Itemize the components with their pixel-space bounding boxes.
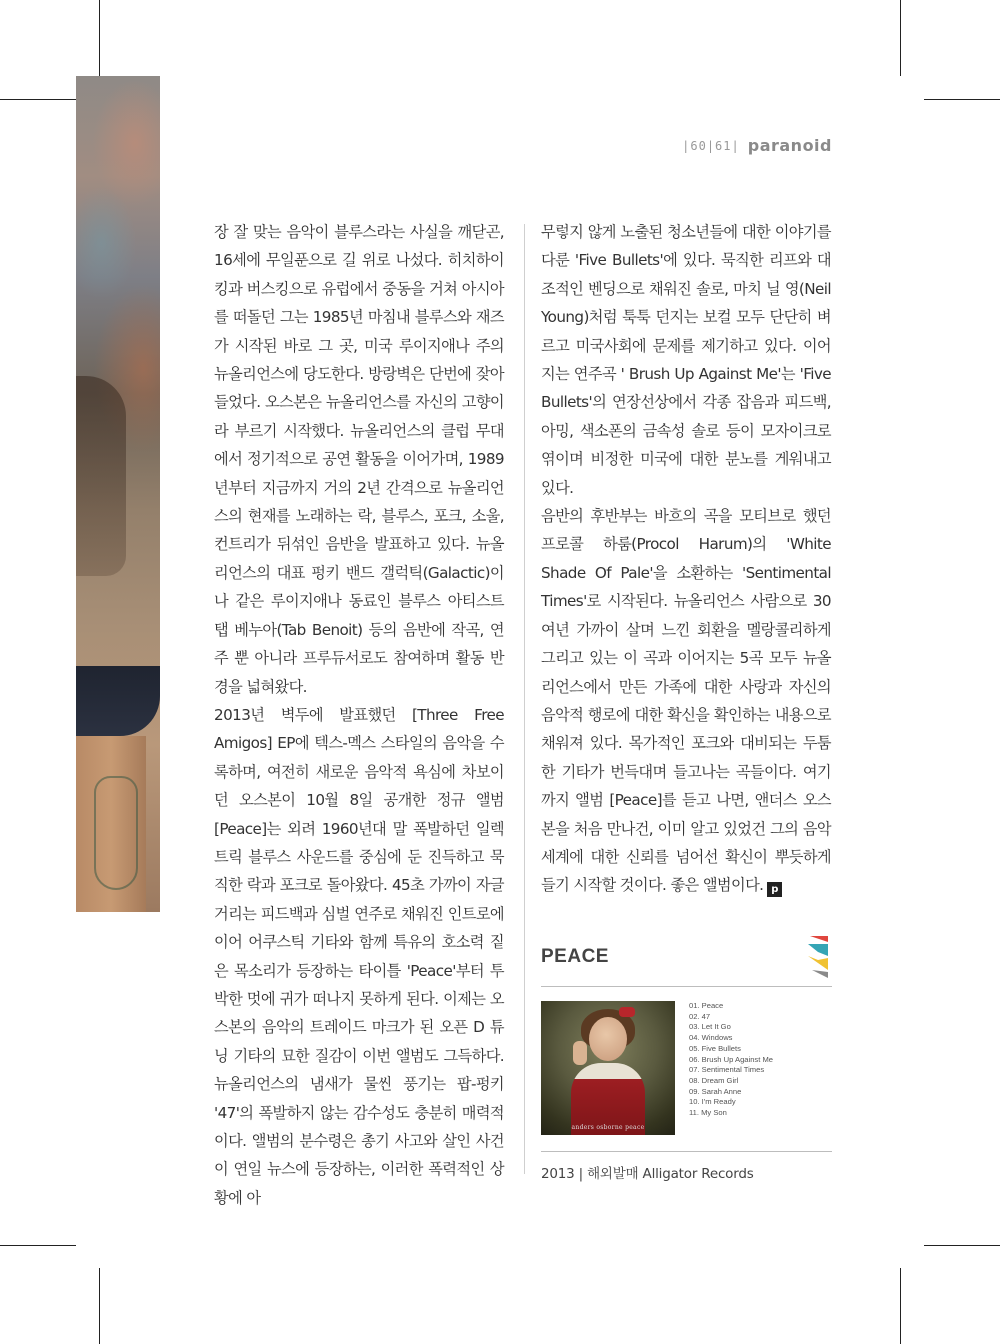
page-numbers: |60|61| bbox=[682, 138, 740, 153]
track-item: 02. 47 bbox=[689, 1011, 711, 1021]
album-cover bbox=[541, 1001, 675, 1135]
cover-bow bbox=[619, 1007, 635, 1017]
track-item: 01. Peace bbox=[689, 1001, 724, 1010]
article-paragraph: 2013년 벽두에 발표했던 [Three Free Amigos] EP에 텍스-멕스 스타일의 음악을 수록하며, 여전히 새로운 음악적 욕심에 차보이던 오스본이 10월 8일 공개한 정규 앨범 [Peace]는 외려 1960년대 말 폭발하던 일렉트릭 블루스 사운드를 중심에 둔 진득하고 묵직한 락과 포크로 돌아왔다. 45초 가까이 자글거리는 피드백과 심벌 연주로 채워진 인트로에 이어 어쿠스틱 기타와 함께 특유의 호소력 짙은 목소리가 등장하는 타이틀 'Peace'부터 투박한 멋에 귀가 떠나지 못하게 된다. 이제는 오스본의 음악의 트레이드 마크가 된 오픈 D 튜닝 기타의 묘한 질감이 이번 앨범도 그득하다. 뉴올리언스의 냄새가 물씬 풍기는 팝-펑키 '47'의 폭발하지 않는 감수성도 충분히 매력적이다. 앨범의 분수령은 총기 사고와 살인 사건이 연일 뉴스에 등장하는, 이러한 폭력적인 상황에 아 bbox=[214, 705, 504, 1207]
album-body bbox=[541, 1001, 832, 1151]
photo-tattoo bbox=[94, 776, 138, 890]
crop-mark bbox=[924, 99, 1000, 100]
article-paragraph: 장 잘 맞는 음악이 블루스라는 사실을 깨닫곤, 16세에 무일푼으로 길 위로 나섰다. 히치하이킹과 버스킹으로 유럽에서 중동을 거쳐 아시아를 떠돌던 그는 1985년 마침내 블루스와 재즈가 시작된 바로 그 곳, 미국 루이지애나 주의 뉴올리언스에 당도한다. 방랑벽은 단번에 잦아들었다. 오스본은 뉴올리언스를 자신의 고향이라 부르기 시작했다. 뉴올리언스의 클럽 무대에서 정기적으로 공연 활동을 이어가며, 1989년부터 지금까지 거의 2년 간격으로 뉴올리언스의 현재를 노래하는 락, 블루스, 포크, 소울, 컨트리가 뒤섞인 음반을 발표하고 있다. 뉴올리언스의 대표 펑키 밴드 갤럭틱(Galactic)이나 같은 루이지애나 동료인 블루스 아티스트 탭 베누아(Tab Benoit) 등의 음반에 작곡, 연주 뿐 아니라 프루듀서로도 참여하며 활동 반경을 넓혀왔다. bbox=[214, 223, 504, 696]
photo-shirt bbox=[76, 666, 160, 736]
column-divider bbox=[524, 224, 525, 1174]
article-paragraph-text: 음반의 후반부는 바흐의 곡을 모티브로 했던 프로콜 하룸(Procol Harum)의 'White Shade Of Pale'을 소환하는 'Sentimental Times'로 시작된다. 뉴올리언스 사람으로 30여년 가까이 살며 느낀 회환을 멜랑콜리하게 그리고 있는 이 곡과 이어지는 5곡 모두 뉴올리언스에서 만든 가족에 대한 사랑과 자신의 음악적 행로에 대한 확신을 확인하는 내용으로 채워져 있다. 목가적인 포크와 대비되는 두툼한 기타가 번득대며 들고나는 곡들이다. 여기까지 앨범 [Peace]를 듣고 나면, 앤더스 오스본을 처음 만나건, 이미 알고 있었건 그의 음악 세계에 대한 신뢰를 넘어선 확신이 뿌듯하게 들기 시작할 것이다. 좋은 앨범이다. bbox=[541, 507, 831, 895]
track-item: 04. Windows bbox=[689, 1033, 733, 1043]
magazine-logo: paranoid bbox=[747, 136, 832, 155]
track-item: 11. My Son bbox=[689, 1108, 727, 1118]
album-title: PEACE bbox=[541, 946, 609, 967]
track-item: 06. Brush Up Against Me bbox=[689, 1054, 773, 1064]
track-item: 07. Sentimental Times bbox=[689, 1065, 765, 1075]
release-info: 2013 | 해외발매 Alligator Records bbox=[541, 1166, 754, 1182]
article-column-left bbox=[214, 218, 504, 1212]
chevron-blue bbox=[808, 944, 828, 956]
crop-mark bbox=[99, 1268, 100, 1344]
track-item: 05. Five Bullets bbox=[689, 1043, 741, 1053]
album-rule-top bbox=[541, 986, 832, 987]
crop-mark bbox=[99, 0, 100, 76]
end-mark-icon: p bbox=[767, 882, 782, 897]
cover-hand bbox=[573, 1041, 587, 1065]
cover-caption: anders osborne peace bbox=[571, 1124, 645, 1131]
cover-face bbox=[589, 1017, 627, 1061]
crop-mark bbox=[900, 1268, 901, 1344]
track-item: 09. Sarah Anne bbox=[689, 1086, 742, 1096]
article-paragraph: 무렇지 않게 노출된 청소년들에 대한 이야기를 다룬 'Five Bullets'에 있다. 묵직한 리프와 대조적인 벤딩으로 채워진 솔로, 마치 닐 영(Neil Young)처럼 툭툭 던지는 보컬 모두 단단히 벼르고 미국사회에 문제를 제기하고 있다. 이어지는 연주곡 ' Brush Up Against Me'는 'Five Bullets'의 연장선상에서 각종 잡음과 피드백, 아밍, 색소폰의 금속성 솔로 등이 모자이크로 엮이며 비정한 미국에 대한 분노를 게워내고 있다. bbox=[541, 223, 831, 497]
crop-mark bbox=[0, 99, 76, 100]
track-item: 08. Dream Girl bbox=[689, 1075, 739, 1085]
album-info-box bbox=[541, 934, 832, 1182]
track-list bbox=[689, 1001, 773, 1119]
crop-mark bbox=[900, 0, 901, 76]
chevron-red bbox=[810, 936, 828, 942]
crop-mark bbox=[0, 1245, 76, 1246]
page-header bbox=[682, 136, 832, 155]
crop-mark bbox=[924, 1245, 1000, 1246]
article-column-right bbox=[541, 218, 831, 900]
photo-hair bbox=[76, 376, 126, 576]
track-item: 03. Let It Go bbox=[689, 1022, 731, 1032]
artist-photo bbox=[76, 76, 160, 912]
track-item: 10. I'm Ready bbox=[689, 1097, 736, 1107]
chevron-stripes-icon bbox=[806, 934, 832, 980]
chevron-gray bbox=[812, 970, 828, 978]
chevron-yellow bbox=[808, 956, 828, 970]
article-paragraph-last bbox=[541, 502, 831, 900]
